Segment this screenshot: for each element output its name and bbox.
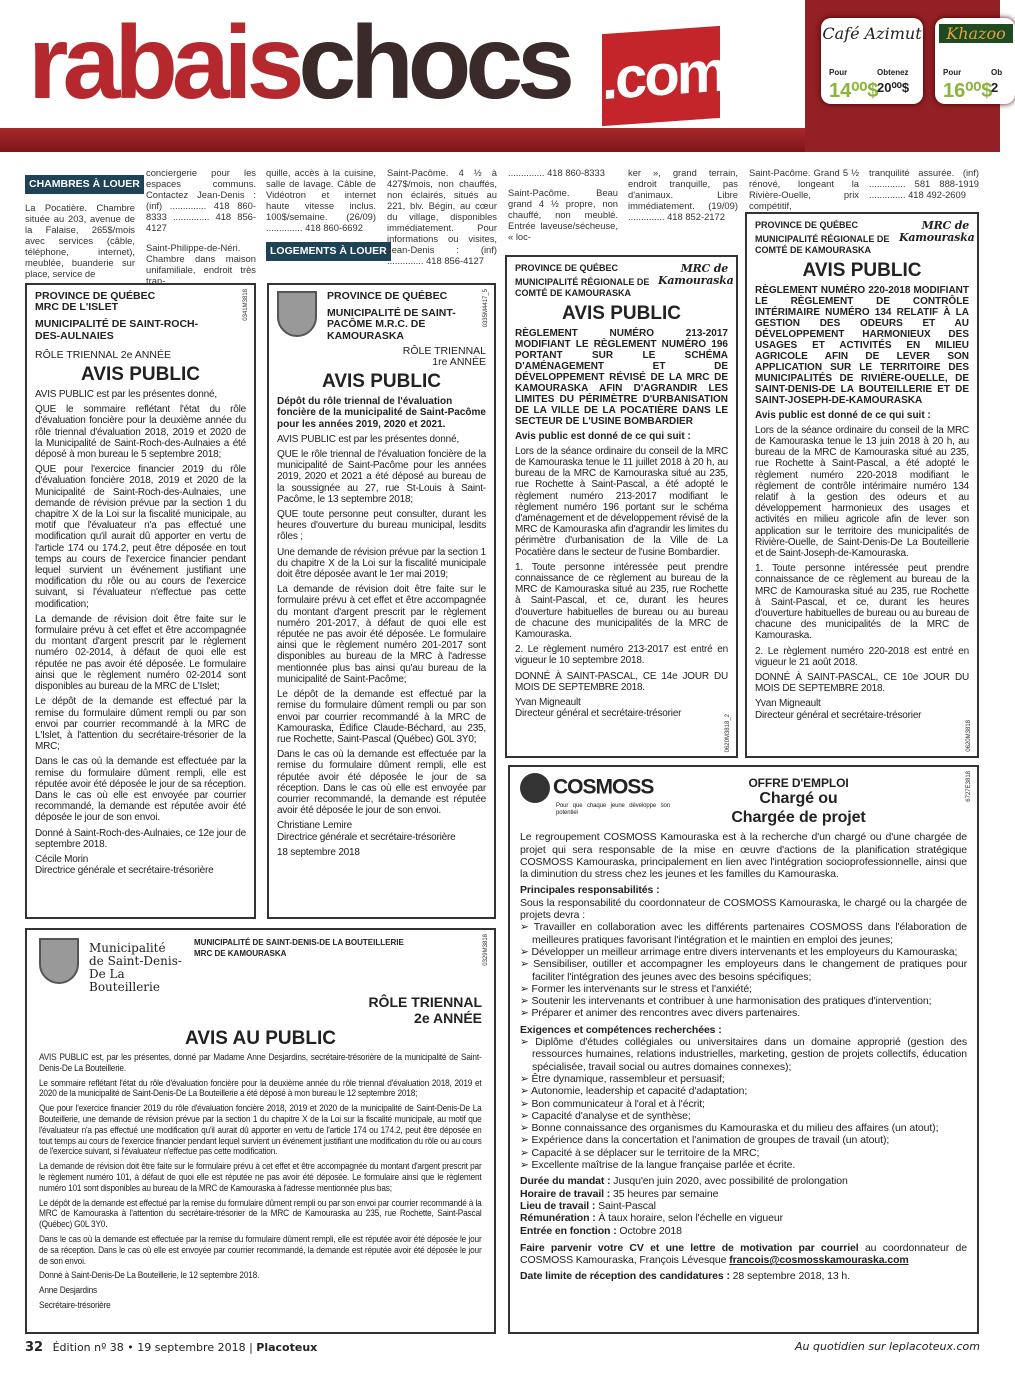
coupon-khazoo[interactable]: Khazoo Pour Ob 16⁰⁰$ 2 — [935, 18, 1015, 104]
signatory-name: Christiane Lemire — [277, 820, 352, 832]
coupon-cafe-azimut[interactable]: Café Azimut Pour Obtenez 14⁰⁰$ 20⁰⁰$ — [821, 18, 923, 104]
signatory-title: Directrice générale et secrétaire-trésorière — [35, 865, 214, 877]
classified-ad: Saint-Pacôme. Beau grand 4 ½ propre, non chauffé, non meublé. Entrée laveuse/sécheuse, « loc- — [508, 187, 618, 242]
cosmoss-logo: COSMOSS Pour que chaque jeune développe son potentiel — [520, 773, 670, 817]
signatory-title: Secrétaire-trésorière — [39, 1299, 111, 1310]
coupon-strip — [805, 0, 1006, 152]
mrc-kamouraska-logo: MRC de Kamouraska — [899, 219, 975, 244]
notice-body: Lors de la séance ordinaire du conseil de la MRC de Kamouraska tenue le 11 juillet 2018 à 20 h, au bureau de la MRC de Kamouraska situé au 235, rue Rochette à Saint-Pascal, a été adopté le règlement numéro 213-2017 modifiant le règlement numéro 196 portant sur le schéma d'aménagement et de développement révisé de la MRC de Kamouraska afin d'agrandir les limites du périmètre d'urbanisation de la Ville de La Pocatière dans le secteur de l'usine Bombardier. 1. Toute personne intéressée peut prendre connaissance de ce règlement au bureau de la MRC de Kamouraska situé au 235, rue Rochette à Saint-Pascal, et ce, durant les heures d'ouverture habituelles de bureau ou au bureau de chacune des municipalités de la MRC de Kamouraska. 2. Le règlement numéro 213-2017 est entré en vigueur le 10 septembre 2018. DONNÉ À SAINT-PASCAL, CE 14e JOUR DU MOIS DE SEPTEMBRE 2018. Yvan Migneault Directeur général et secrétaire-trésorier — [515, 445, 728, 720]
page-footer: 32 Édition nº 38 • 19 septembre 2018 | Placoteux Au quotidien sur leplacoteux.com — [25, 1340, 980, 1355]
classified-ad: Saint-Pacôme. 4 ½ à 427$/mois, non chauffés, non éclairés, situés au 221, blv. Bégin, au cœur du village, disponibles immédiatement. Pour informations ou visites, Jean-Denis : (inf) .............. 418 856-4127 — [387, 167, 497, 266]
notice-title: AVIS AU PUBLIC — [185, 1028, 336, 1049]
job-offer-cosmoss: 6727E3818 COSMOSS Pour que chaque jeune développe son potentiel OFFRE D'EMPLOI Chargé ou Chargée de projet Le regroupement COSMOSS Kamouraska est à la recherche d'un chargé ou d'une chargée de projet qui sera responsable de la mise en œuvre d'actions de la planification stratégique COSMOSS Kamouraska, principalement en lien avec l'intégration socioprofessionnelle, ainsi que la diminution du stress chez les jeunes et les familles du Kamouraska. Principales responsabilités : Sous la responsabilité du coordonnateur de COSMOSS Kamouraska, le chargé ou la chargée de projets devra : ➢ Travailler en collaboration avec les différents partenaires COSMOSS dans l'élaboration de meilleures pratiques favorisant l'intégration et le maintien en emploi des jeunes; ➢ Développer un meilleur arrimage entre divers intervenants et les employeurs du Kamouraska; ➢ Sensibiliser, outiller et accompagner les employeurs dans le changement de pratiques pour faciliter l'intégration des jeunes avec des besoins spécifiques; ➢ Former les intervenants sur le stress et l'anxiété; ➢ Soutenir les intervenants et contribuer à une harmonisation des pratiques d'intervention; ➢ Préparer et animer des rencontres avec divers partenaires. Exigences et compétences recherchées : ➢ Diplôme d'études collégiales ou universitaires dans un domaine approprié (gestion des ressources humaines, relations industrielles, marketing, gestion de projets collectifs, éducation spécialisée, travail social ou autres domaines connexes); ➢ Être dynamique, rassembleur et persuasif; ➢ Autonomie, leadership et capacité d'adaptation; ➢ Bon communicateur à l'oral et à l'écrit; ➢ Capacité d'analyse et de synthèse; ➢ Bonne connaissance des organismes du Kamouraska et du milieu des affaires (un atout); ➢ Expérience dans la concertation et l'animation de groupes de travail (un atout); ➢ Capacité à se déplacer sur le territoire de la MRC; ➢ Excellente maîtrise de la langue française parlée et écrite. Durée du mandat : Jusqu'en juin 2020, avec possibilité de prolongation Horaire de travail : 35 heures par semaine Lieu de travail : Saint-Pascal Rémunération : À taux horaire, selon l'échelle en vigueur Entrée en fonction : Octobre 2018 Faire parvenir votre CV et une lettre de motivation par courriel au coordonnateur de COSMOSS Kamouraska, François Lévesque francois@cosmosskamouraska.com Date limite de réception des candidatures : 28 septembre 2018, 13 h. — [508, 765, 979, 1334]
signatory-name: Cécile Morin — [35, 853, 89, 865]
notice-title: AVIS PUBLIC — [802, 259, 922, 281]
saint-pacome-crest-icon — [277, 291, 317, 337]
classified-col-1 — [25, 165, 140, 288]
classified-ad: Saint-Pacôme. Grand 5 ½ rénové, longeant la Rivière-Ouelle, prix compétitif, — [749, 167, 859, 211]
classified-col-8 — [869, 167, 979, 209]
saint-denis-crest-icon — [39, 938, 79, 984]
header-ad — [0, 0, 1006, 152]
page-number: 32 — [25, 1340, 44, 1355]
signatory-name: Anne Desjardins — [39, 1285, 97, 1296]
classified-ad: tranquilité assurée. (inf) .............. 581 888-1919 .............. 418 492-2609 — [869, 167, 979, 200]
classified-ad: Saint-Philippe-de-Néri. Chambre dans maison unifamiliale, endroit très tran- — [146, 242, 256, 286]
signatory-title: Directeur général et secrétaire-trésorier — [515, 708, 682, 720]
notice-mrc-213-2017: 0620M3818_2 PROVINCE DE QUÉBEC MUNICIPALITÉ RÉGIONALE DE COMTÉ DE KAMOURASKA MRC de Kamouraska AVIS PUBLIC RÈGLEMENT NUMÉRO 213-2017 MODIFIANT LE RÈGLEMENT NUMÉRO 196 PORTANT SUR LE SCHÉMA D'AMÉNAGEMENT ET DE DÉVELOPPEMENT RÉVISÉ DE LA MRC DE KAMOURASKA AFIN D'AGRANDIR LES LIMITES DU PÉRIMÈTRE D'URBANISATION DE LA VILLE DE LA POCATIÈRE DANS LE SECTEUR DE L'USINE BOMBARDIER Avis public est donné de ce qui suit : Lors de la séance ordinaire du conseil de la MRC de Kamouraska tenue le 11 juillet 2018 à 20 h, au bureau de la MRC de Kamouraska situé au 235, rue Rochette à Saint-Pascal, a été adopté le règlement numéro 213-2017 modifiant le règlement numéro 196 portant sur le schéma d'aménagement et de développement révisé de la MRC de Kamouraska afin d'agrandir les limites du périmètre d'urbanisation de la Ville de La Pocatière dans le secteur de l'usine Bombardier. 1. Toute personne intéressée peut prendre connaissance de ce règlement au bureau de la MRC de Kamouraska situé au 235, rue Rochette à Saint-Pascal, et ce, durant les heures d'ouverture habituelles de bureau ou au bureau de chacune des municipalités de la MRC de Kamouraska. 2. Le règlement numéro 213-2017 est entré en vigueur le 10 septembre 2018. DONNÉ À SAINT-PASCAL, CE 14e JOUR DU MOIS DE SEPTEMBRE 2018. Yvan Migneault Directeur général et secrétaire-trésorier — [505, 255, 738, 758]
notice-saint-roch: 0341M3818 PROVINCE DE QUÉBEC MRC DE L'ISLET MUNICIPALITÉ DE SAINT-ROCH-DES-AULNAIES RÔLE TRIENNAL 2e ANNÉE AVIS PUBLIC AVIS PUBLIC est par les présentes donné, QUE le sommaire reflétant l'état du rôle d'évaluation foncière pour la deuxième année du rôle triennal d'évaluation 2018, 2019 et 2020 de la Municipalité de Saint-Roch-des-Aulnaies a été déposé à mon bureau le 5 septembre 2018; QUE pour l'exercice financier 2019 du rôle d'évaluation foncière 2018, 2019 et 2020 de la Municipalité de Saint-Roch-des-Aulnaies, une demande de révision prévue par la section 1 du chapitre X de la Loi sur la fiscalité municipale, au motif que l'évaluateur n'a pas effectué une modification qu'il aurait dû apporter en vertu de l'article 174 ou 174.2, peut être déposée en tout temps au cours de l'exercice financier pendant lequel survient un événement justifiant une modification du rôle ou au cours de l'exercice suivant, si l'évaluateur n'effectue pas cette modification; La demande de révision doit être faite sur le formulaire prévu à cet effet et être accompagnée du montant d'argent prescrit par le règlement numéro 02-2014, à défaut de quoi elle est réputée ne pas avoir été déposée. Le formulaire ainsi que le règlement numéro 02-2014 sont disponibles au bureau de la MRC de L'Islet; Le dépôt de la demande est effectué par la remise du formulaire dûment rempli ou par son envoi par courrier recommandé à la MRC de L'Islet, à l'attention du secrétaire-trésorier de la MRC; Dans le cas où la demande est effectuée par la remise du formulaire dûment rempli, elle est réputée avoir été déposée le jour de sa réception. Dans le cas où elle est envoyée par courrier recommandé, la demande est réputée avoir été déposée le jour de son envoi. Donné à Saint-Roch-des-Aulnaies, ce 12e jour de septembre 2018. Cécile Morin Directrice générale et secrétaire-trésorière — [25, 283, 256, 919]
notice-saint-denis: 0329M3818 Municipalité de Saint-Denis- De La Bouteillerie MUNICIPALITÉ DE SAINT-DENIS-DE LA BOUTEILLERIE MRC DE KAMOURASKA RÔLE TRIENNAL 2e ANNÉE AVIS AU PUBLIC AVIS PUBLIC est, par les présentes, donné par Madame Anne Desjardins, secrétaire-trésorière de la municipalité de Saint-Denis-De La Bouteillerie. Le sommaire reflétant l'état du rôle d'évaluation foncière pour la deuxième année du rôle triennal d'évaluation 2018, 2019 et 2020 de la municipalité de Saint-Denis-De La Bouteillerie a été déposé à mon bureau le 12 septembre 2018; Que pour l'exercice financier 2019 du rôle d'évaluation foncière 2018, 2019 et 2020 de la municipalité de Saint-Denis-De La Bouteillerie, une demande de révision prévue par la section 1 du chapitre X de la Loi sur la fiscalité municipale, au motif que l'évaluateur n'a pas effectué une modification qu'il aurait dû apporter en vertu de l'article 174 ou 174.2, peut être déposée en tout temps au cours de l'exercice financier pendant lequel survient un événement justifiant une modification du rôle ou au cours de l'exercice suivant, si l'évaluateur n'effectue pas cette modification. La demande de révision doit être faite sur le formulaire prévu à cet effet et être accompagnée du montant d'argent prescrit par le règlement numéro 101, à défaut de quoi elle est réputée ne pas avoir été déposée. Le formulaire ainsi que le règlement numéro 101 sont disponibles au bureau de la MRC de Kamouraska à l'adresse mentionnée plus bas; Le dépôt de la demande est effectué par la remise du formulaire dûment rempli ou par son envoi par courrier recommandé à la MRC de Kamouraska à l'attention du secrétaire-trésorier de la MRC de Kamouraska au 235, rue Rochette, Saint-Pascal (Québec) G0L 3Y0. Dans le cas où la demande est effectuée par la remise du formulaire dûment rempli, elle est réputée avoir été déposée le jour de sa réception. Dans le cas où elle est envoyée par courrier recommandé, la demande est réputée avoir été déposée le jour de son envoi. Donné à Saint-Denis-De La Bouteillerie, le 12 septembre 2018. Anne Desjardins Secrétaire-trésorière — [25, 928, 496, 1334]
responsibilities-list: ➢ Travailler en collaboration avec les différents partenaires COSMOSS dans l'élaboration de meilleures pratiques favorisant l'intégration et le maintien en emploi des jeunes; ➢ Développer un meilleur arrimage entre divers intervenants et les employeurs du Kamouraska; ➢ Sensibiliser, outiller et accompagner les employeurs dans le changement de pratiques pour faciliter l'intégration des jeunes avec des besoins spécifiques; ➢ Former les intervenants sur le stress et l'anxiété; ➢ Soutenir les intervenants et contribuer à une harmonisation des pratiques d'intervention; ➢ Préparer et animer des rencontres avec divers partenaires. — [520, 921, 967, 1019]
website-link[interactable]: Au quotidien sur leplacoteux.com — [795, 1340, 980, 1353]
classified-col-3 — [266, 167, 387, 261]
notice-saint-pacome: 0335M4417_5 PROVINCE DE QUÉBEC MUNICIPALITÉ DE SAINT-PACÔME M.R.C. DE KAMOURASKA RÔLE TRIENNAL 1re ANNÉE AVIS PUBLIC Dépôt du rôle triennal de l'évaluation foncière de la municipalité de Saint-Pacôme pour les années 2019, 2020 et 2021. AVIS PUBLIC est par les présentes donné, QUE le rôle triennal de l'évaluation foncière de la municipalité de Saint-Pacôme pour les années 2019, 2020 et 2021 a été déposé au bureau de la soussignée au 27, rue St-Louis à Saint-Pacôme, le 13 septembre 2018; QUE toute personne peut consulter, durant les heures d'ouverture du bureau municipal, lesdits rôles ; Une demande de révision prévue par la section 1 du chapitre X de la Loi sur la fiscalité municipale doit être déposée avant le 1er mai 2019; La demande de révision doit être faite sur le formulaire prévu à cet effet et être accompagnée du montant d'argent prescrit par le règlement numéro 201-2017, à défaut de quoi elle est réputée ne pas avoir été déposée. Le formulaire ainsi que le règlement numéro 201-2017 sont disponibles au bureau de la MRC à l'adresse mentionnée plus bas ainsi qu'au bureau de la municipalité de Saint-Pacôme; Le dépôt de la demande est effectué par la remise du formulaire dûment rempli ou par son envoi par courrier recommandé à la MRC de Kamouraska, Édifice Claude-Béchard, au 235, rue Rochette, Saint-Pascal (Québec) G0L 3Y0; Dans le cas où la demande est effectuée par la remise du formulaire dûment rempli, elle est réputée avoir été déposée le jour de sa réception. Dans le cas où elle est envoyée par courrier recommandé, la demande est réputée avoir été déposée le jour de son envoi. Christiane Lemire Directrice générale et secrétaire-trésorière 18 septembre 2018 — [267, 283, 496, 919]
notice-title: AVIS PUBLIC — [562, 302, 681, 324]
classified-ad: conciergerie pour les espaces communs. Contactez Jean-Denis : (inf) .............. 418 860-8333 .............. 418 856-4127 — [146, 167, 256, 233]
rabaischocs-logo[interactable]: rabaischocs — [28, 5, 569, 121]
placoteux-logo: Placoteux — [256, 1341, 318, 1354]
notice-body: AVIS PUBLIC est par les présentes donné, QUE le sommaire reflétant l'état du rôle d'évaluation foncière pour la deuxième année du rôle triennal d'évaluation 2018, 2019 et 2020 de la Municipalité de Saint-Roch-des-Aulnaies a été déposé à mon bureau le 5 septembre 2018; QUE pour l'exercice financier 2019 du rôle d'évaluation foncière 2018, 2019 et 2020 de la Municipalité de Saint-Roch-des-Aulnaies, une demande de révision prévue par la section 1 du chapitre X de la Loi sur la fiscalité municipale, au motif que l'évaluateur n'a pas effectué une modification qu'il aurait dû apporter en vertu de l'article 174 ou 174.2, peut être déposée en tout temps au cours de l'exercice financier pendant lequel survient un événement justifiant une modification du rôle ou au cours de l'exercice suivant, si l'évaluateur n'effectue pas cette modification; La demande de révision doit être faite sur le formulaire prévu à cet effet et être accompagnée du montant d'argent prescrit par le règlement numéro 02-2014, à défaut de quoi elle est réputée ne pas avoir été déposée. Le formulaire ainsi que le règlement numéro 02-2014 sont disponibles au bureau de la MRC de L'Islet; Le dépôt de la demande est effectué par la remise du formulaire dûment rempli ou par son envoi par courrier recommandé à la MRC de L'Islet, à l'attention du secrétaire-trésorier de la MRC; Dans le cas où la demande est effectuée par la remise du formulaire dûment rempli, elle est réputée avoir été déposée le jour de sa réception. Dans le cas où elle est envoyée par courrier recommandé, la demande est réputée avoir été déposée le jour de son envoi. Donné à Saint-Roch-des-Aulnaies, ce 12e jour de septembre 2018. Cécile Morin Directrice générale et secrétaire-trésorière — [35, 389, 246, 877]
notice-body: AVIS PUBLIC est par les présentes donné, QUE le rôle triennal de l'évaluation foncière de la municipalité de Saint-Pacôme pour les années 2019, 2020 et 2021 a été déposé au bureau de la soussignée au 27, rue St-Louis à Saint-Pacôme, le 13 septembre 2018; QUE toute personne peut consulter, durant les heures d'ouverture du bureau municipal, lesdits rôles ; Une demande de révision prévue par la section 1 du chapitre X de la Loi sur la fiscalité municipale doit être déposée avant le 1er mai 2019; La demande de révision doit être faite sur le formulaire prévu à cet effet et être accompagnée du montant d'argent prescrit par le règlement numéro 201-2017, à défaut de quoi elle est réputée ne pas avoir été déposée. Le formulaire ainsi que le règlement numéro 201-2017 sont disponibles au bureau de la MRC à l'adresse mentionnée plus bas ainsi qu'au bureau de la municipalité de Saint-Pacôme; Le dépôt de la demande est effectué par la remise du formulaire dûment rempli ou par son envoi par courrier recommandé à la MRC de Kamouraska, Édifice Claude-Béchard, au 235, rue Rochette, Saint-Pascal (Québec) G0L 3Y0; Dans le cas où la demande est effectuée par la remise du formulaire dûment rempli, elle est réputée avoir été déposée le jour de sa réception. Dans le cas où elle est envoyée par courrier recommandé, la demande est réputée avoir été déposée le jour de son envoi. Christiane Lemire Directrice générale et secrétaire-trésorière 18 septembre 2018 — [277, 433, 486, 858]
email-link[interactable]: francois@cosmosskamouraska.com — [729, 1254, 909, 1267]
logo-dotcom: .com — [602, 26, 720, 126]
notice-title: AVIS PUBLIC — [322, 371, 441, 393]
classified-ad: La Pocatière. Chambre située au 203, avenue de la Falaise, 265$/mois avec services (câble, téléphone, internet), meublée, buanderie sur place, service de — [25, 202, 135, 279]
classified-col-2 — [146, 167, 256, 295]
category-logements: LOGEMENTS À LOUER — [266, 242, 391, 261]
classified-col-4 — [387, 167, 497, 275]
job-terms: Durée du mandat : Jusqu'en juin 2020, avec possibilité de prolongation Horaire de travail : 35 heures par semaine Lieu de travail : Saint-Pascal Rémunération : À taux horaire, selon l'échelle en vigueur Entrée en fonction : Octobre 2018 — [520, 1175, 848, 1237]
notice-mrc-220-2018: 0620M3818 PROVINCE DE QUÉBEC MUNICIPALITÉ RÉGIONALE DE COMTÉ DE KAMOURASKA MRC de Kamouraska AVIS PUBLIC RÈGLEMENT NUMÉRO 220-2018 MODIFIANT LE RÈGLEMENT DE CONTRÔLE INTÉRIMAIRE NUMÉRO 134 RELATIF À LA GESTION DES ODEURS ET AU DÉVELOPPEMENT HARMONIEUX DES USAGES ET ACTIVITÉS EN MILIEU AGRICOLE AFIN DE LEVER SON APPLICATION SUR LE TERRITOIRE DES MUNICIPALITÉS DE RIVIÈRE-OUELLE, DE SAINT-DENIS-DE LA BOUTEILLERIE ET DE SAINT-JOSEPH-DE-KAMOURASKA Avis public est donné de ce qui suit : Lors de la séance ordinaire du conseil de la MRC de Kamouraska tenue le 13 juin 2018 à 20 h, au bureau de la MRC de Kamouraska situé au 235, rue Rochette à Saint-Pascal, a été adopté le règlement numéro 220-2018 modifiant le règlement de contrôle intérimaire numéro 134 relatif à la gestion des odeurs et au développement harmonieux des usages et activités en milieu agricole afin de lever son application sur le territoire des municipalités de Rivière-Ouelle, de Saint-Denis-De La Bouteillerie et de Saint-Joseph-de-Kamouraska. 1. Toute personne intéressée peut prendre connaissance de ce règlement au bureau de la MRC de Kamouraska situé au 235, rue Rochette à Saint-Pascal, et ce, durant les heures d'ouverture habituelles de bureau ou au bureau de chacune des municipalités de la MRC de Kamouraska. 2. Le règlement numéro 220-2018 est entré en vigueur le 21 août 2018. DONNÉ À SAINT-PASCAL, CE 10e JOUR DU MOIS DE SEPTEMBRE 2018. Yvan Migneault Directeur général et secrétaire-trésorier — [745, 212, 979, 758]
classified-ad: ker », grand terrain, endroit tranquille, pas d'animaux. Libre immédiatement. (19/09) .............. 418 852-2172 — [628, 167, 738, 222]
signatory-name: Yvan Migneault — [515, 697, 581, 709]
signatory-name: Yvan Migneault — [755, 698, 821, 710]
classified-ad: quille, accès à la cuisine, salle de lavage. Câble de Vidéotron et internet haute vitesse inclus. 100$/semaine. (26/09) .............. 418 860-6692 — [266, 167, 376, 233]
requirements-list: ➢ Diplôme d'études collégiales ou universitaires dans un domaine approprié (gestion des ressources humaines, relations industrielles, marketing, gestion de projets collectifs, éducation spécialisée, travail social ou autres domaines connexes); ➢ Être dynamique, rassembleur et persuasif; ➢ Autonomie, leadership et capacité d'adaptation; ➢ Bon communicateur à l'oral et à l'écrit; ➢ Capacité d'analyse et de synthèse; ➢ Bonne connaissance des organismes du Kamouraska et du milieu des affaires (un atout); ➢ Expérience dans la concertation et l'animation de groupes de travail (un atout); ➢ Capacité à se déplacer sur le territoire de la MRC; ➢ Excellente maîtrise de la langue française parlée et écrite. — [520, 1036, 967, 1171]
mrc-kamouraska-logo: MRC de Kamouraska — [658, 262, 734, 287]
saint-denis-logo-text: Municipalité de Saint-Denis- De La Bouteillerie — [89, 941, 182, 994]
notice-body: Lors de la séance ordinaire du conseil de la MRC de Kamouraska tenue le 13 juin 2018 à 20 h, au bureau de la MRC de Kamouraska situé au 235, rue Rochette à Saint-Pascal, a été adopté le règlement numéro 220-2018 modifiant le règlement de contrôle intérimaire numéro 134 relatif à la gestion des odeurs et au développement harmonieux des usages et activités en milieu agricole afin de lever son application sur le territoire des municipalités de Rivière-Ouelle, de Saint-Denis-De La Bouteillerie et de Saint-Joseph-de-Kamouraska. 1. Toute personne intéressée peut prendre connaissance de ce règlement au bureau de la MRC de Kamouraska situé au 235, rue Rochette à Saint-Pascal, et ce, durant les heures d'ouverture habituelles de bureau ou au bureau de chacune des municipalités de la MRC de Kamouraska. 2. Le règlement numéro 220-2018 est entré en vigueur le 21 août 2018. DONNÉ À SAINT-PASCAL, CE 10e JOUR DU MOIS DE SEPTEMBRE 2018. Yvan Migneault Directeur général et secrétaire-trésorier — [755, 424, 969, 721]
signatory-title: Directeur général et secrétaire-trésorier — [755, 709, 922, 721]
job-title: Chargé ou Chargée de projet — [731, 790, 866, 827]
classified-col-6 — [628, 167, 738, 231]
signatory-title: Directrice générale et secrétaire-trésorière — [277, 831, 456, 843]
category-chambres: CHAMBRES À LOUER — [25, 175, 144, 194]
notice-body: AVIS PUBLIC est, par les présentes, donné par Madame Anne Desjardins, secrétaire-trésorière de la municipalité de Saint-Denis-De La Bouteillerie. Le sommaire reflétant l'état du rôle d'évaluation foncière pour la deuxième année du rôle triennal d'évaluation 2018, 2019 et 2020 de la municipalité de Saint-Denis-De La Bouteillerie a été déposé à mon bureau le 12 septembre 2018; Que pour l'exercice financier 2019 du rôle d'évaluation foncière 2018, 2019 et 2020 de la municipalité de Saint-Denis-De La Bouteillerie, une demande de révision prévue par la section 1 du chapitre X de la Loi sur la fiscalité municipale, au motif que l'évaluateur n'a pas effectué une modification qu'il aurait dû apporter en vertu de l'article 174 ou 174.2, peut être déposée en tout temps au cours de l'exercice financier pendant lequel survient un événement justifiant une modification du rôle ou au cours de l'exercice suivant, si l'évaluateur n'effectue pas cette modification. La demande de révision doit être faite sur le formulaire prévu à cet effet et être accompagnée du montant d'argent prescrit par le règlement numéro 101, à défaut de quoi elle est réputée ne pas avoir été déposée. Le formulaire ainsi que le règlement numéro 101 sont disponibles au bureau de la MRC de Kamouraska à l'adresse mentionnée plus bas; Le dépôt de la demande est effectué par la remise du formulaire dûment rempli ou par son envoi par courrier recommandé à la MRC de Kamouraska à l'attention du secrétaire-trésorier de la MRC de Kamouraska au 235, rue Rochette, Saint-Pascal (Québec) G0L 3Y0. Dans le cas où la demande est effectuée par la remise du formulaire dûment rempli, elle est réputée avoir été déposée le jour de sa réception. Dans le cas où elle est envoyée par courrier recommandé, la demande est réputée avoir été déposée le jour de son envoi. Donné à Saint-Denis-De La Bouteillerie, le 12 septembre 2018. Anne Desjardins Secrétaire-trésorière — [39, 1052, 482, 1310]
notice-date: 18 septembre 2018 — [277, 846, 360, 858]
classified-col-5 — [508, 167, 618, 251]
notice-title: AVIS PUBLIC — [81, 364, 200, 386]
classified-ad: .............. 418 860-8333 — [508, 167, 605, 178]
